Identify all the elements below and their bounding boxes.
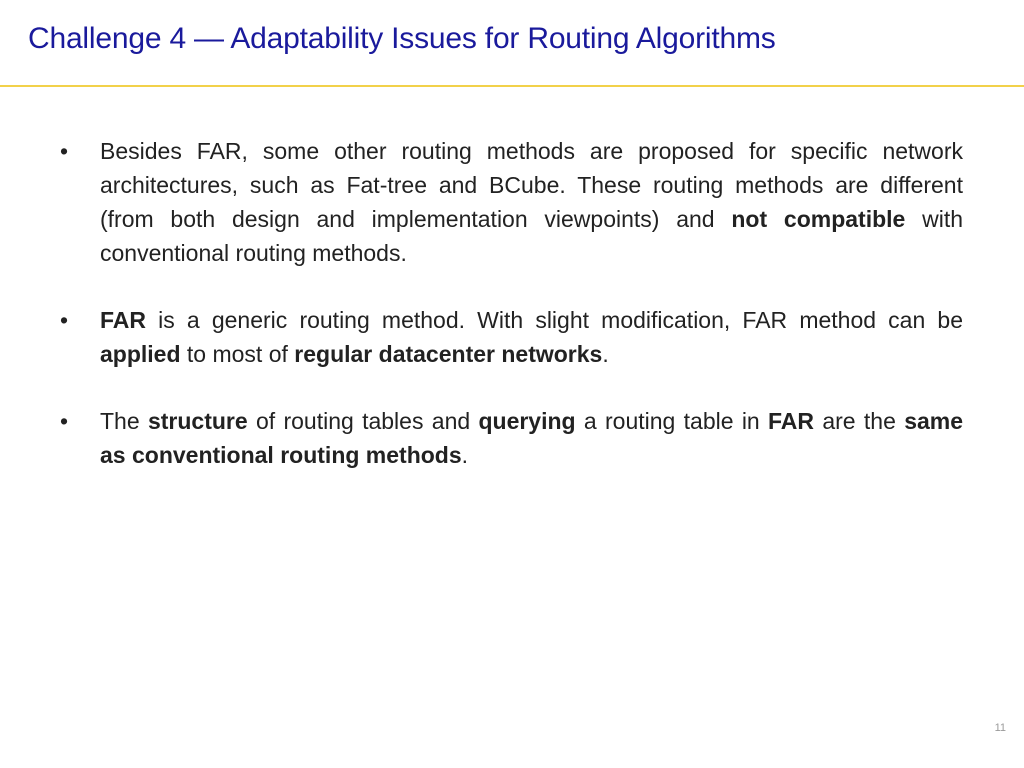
bullet-text-part: with conventional routing methods. xyxy=(100,206,964,266)
bullet-text-bold: querying xyxy=(478,408,576,434)
bullet-text xyxy=(100,303,963,371)
bullet-text-part: to most of xyxy=(180,341,295,367)
bullet-text-bold: structure xyxy=(147,408,248,434)
bullet-text-bold: same as conventional routing methods xyxy=(100,408,964,468)
bullet-item xyxy=(60,134,963,270)
bullet-marker: • xyxy=(60,138,69,164)
slide-title: Challenge 4 — Adaptability Issues for Routing Algorithms xyxy=(28,22,776,55)
bullet-text xyxy=(100,134,963,270)
bullet-text-part: is a generic routing method. With slight modification, FAR method can be xyxy=(146,307,963,333)
bullet-marker: • xyxy=(60,307,69,333)
bullet-text-bold: regular datacenter networks xyxy=(294,341,603,367)
bullet-list xyxy=(60,134,963,505)
title-divider xyxy=(0,85,1024,87)
bullet-text xyxy=(100,404,963,472)
bullet-item xyxy=(60,404,963,472)
bullet-text-bold: FAR xyxy=(100,307,146,333)
bullet-text-part: The xyxy=(100,408,148,434)
bullet-text-part: a routing table in xyxy=(575,408,769,434)
bullet-text-bold: FAR xyxy=(768,408,815,434)
bullet-marker: • xyxy=(60,408,69,434)
bullet-text-part: of routing tables and xyxy=(247,408,479,434)
bullet-text-bold: applied xyxy=(100,341,181,367)
page-number: 11 xyxy=(994,722,1006,734)
bullet-text-part: . xyxy=(602,341,609,367)
bullet-text-part: are the xyxy=(814,408,905,434)
bullet-text-bold: not compatible xyxy=(731,206,906,232)
bullet-text-part: Besides FAR, some other routing methods are proposed for specific network architectures, such as Fat-tree and BCube. These routing methods are different (from both design and implementation viewpoints) and xyxy=(100,138,963,232)
bullet-text-part: . xyxy=(461,442,469,468)
bullet-item xyxy=(60,303,963,371)
